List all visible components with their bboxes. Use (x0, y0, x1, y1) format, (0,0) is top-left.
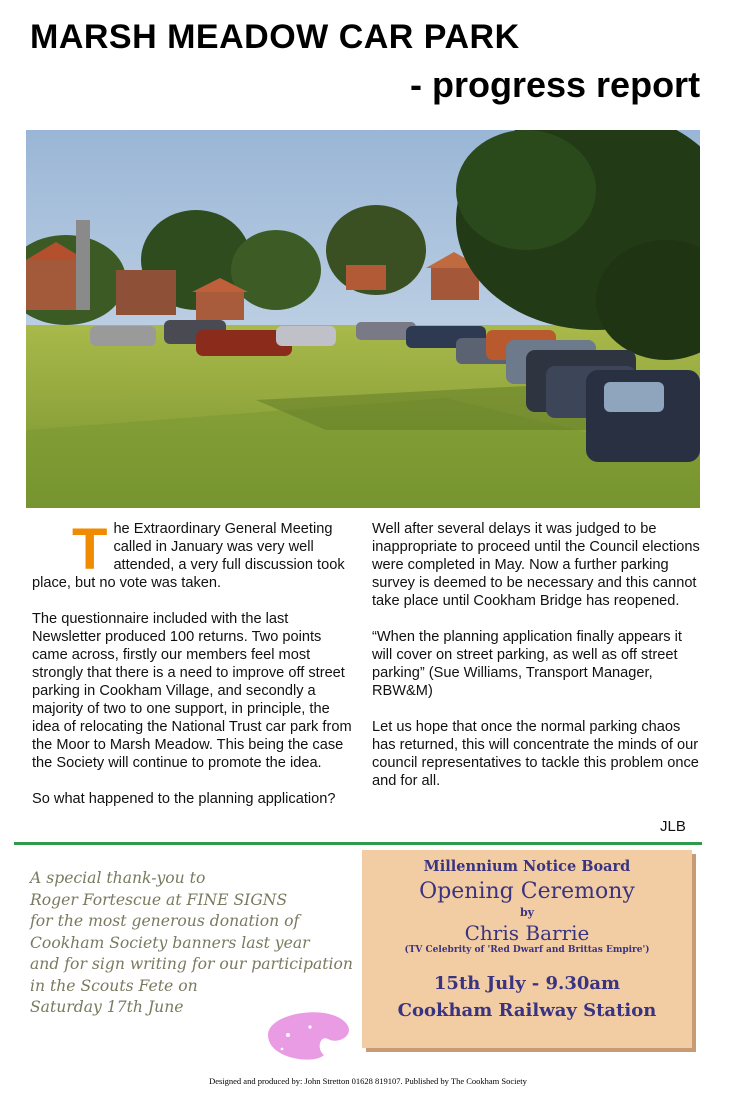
notice-top-line: Millennium Notice Board (423, 858, 631, 875)
thank-you-line: Roger Fortescue at FINE SIGNS (30, 890, 288, 909)
thank-you-line: in the Scouts Fete on (30, 976, 198, 995)
drop-cap: T (72, 517, 108, 582)
page-footer: Designed and produced by: John Stretton 01628 819107. Published by The Cookham Society (209, 1076, 527, 1086)
section-divider (14, 842, 702, 845)
article-paragraph: So what happened to the planning application? (32, 791, 336, 807)
palette-sparkle-icon (258, 1005, 354, 1063)
notice-board-advert (362, 850, 692, 1048)
page-title: MARSH MEADOW CAR PARK (30, 18, 520, 56)
thank-you-line: A special thank-you to (30, 869, 206, 887)
article-left-column (32, 517, 360, 808)
article-quote: “When the planning application finally appears it will cover on street parking, as well as off street parking” (Sue Williams, Transport Manager, RBW&M) (372, 629, 682, 699)
article-right-column (372, 520, 702, 808)
notice-tagline: (TV Celebrity of 'Red Dwarf and Brittas Empire') (404, 945, 650, 955)
author-signature: JLB (660, 818, 686, 835)
article-paragraph: The questionnaire included with the last Newsletter produced 100 returns. Two points came across, firstly our members feel most strongly that there is a need to improve off street parking in Cookham Village, and secondly a majority of two to one support, in principle, the idea of relocating the National Trust car park from the Moor to Marsh Meadow. This being the case the Society will continue to promote the idea. (32, 611, 352, 771)
notice-place: Cookham Railway Station (397, 1000, 657, 1021)
thank-you-note (30, 868, 360, 1019)
thank-you-line: Cookham Society banners last year (30, 933, 310, 952)
article-paragraph: Well after several delays it was judged to be inappropriate to proceed until the Council elections were completed in May. Now a further parking survey is deemed to be necessary and this cannot take place until Cookham Bridge has reopened. (372, 521, 700, 609)
page-subtitle: - progress report (410, 64, 701, 105)
notice-guest-name: Chris Barrie (464, 921, 590, 945)
thank-you-line: Saturday 17th June (30, 998, 184, 1016)
notice-heading: Opening Ceremony (419, 879, 635, 904)
article-paragraph: Let us hope that once the normal parking chaos has returned, this will concentrate the minds of our council representatives to tackle this problem once and for all. (372, 719, 699, 789)
notice-by: by (519, 906, 535, 919)
notice-date: 15th July - 9.30am (433, 973, 621, 994)
thank-you-line: for the most generous donation of (30, 912, 300, 930)
article-paragraph: he Extraordinary General Meeting called in January was very well attended, a very full discussion took place, but no vote was taken. (32, 521, 345, 591)
car-park-photo (26, 130, 700, 508)
thank-you-line: and for sign writing for our participation (30, 955, 353, 973)
